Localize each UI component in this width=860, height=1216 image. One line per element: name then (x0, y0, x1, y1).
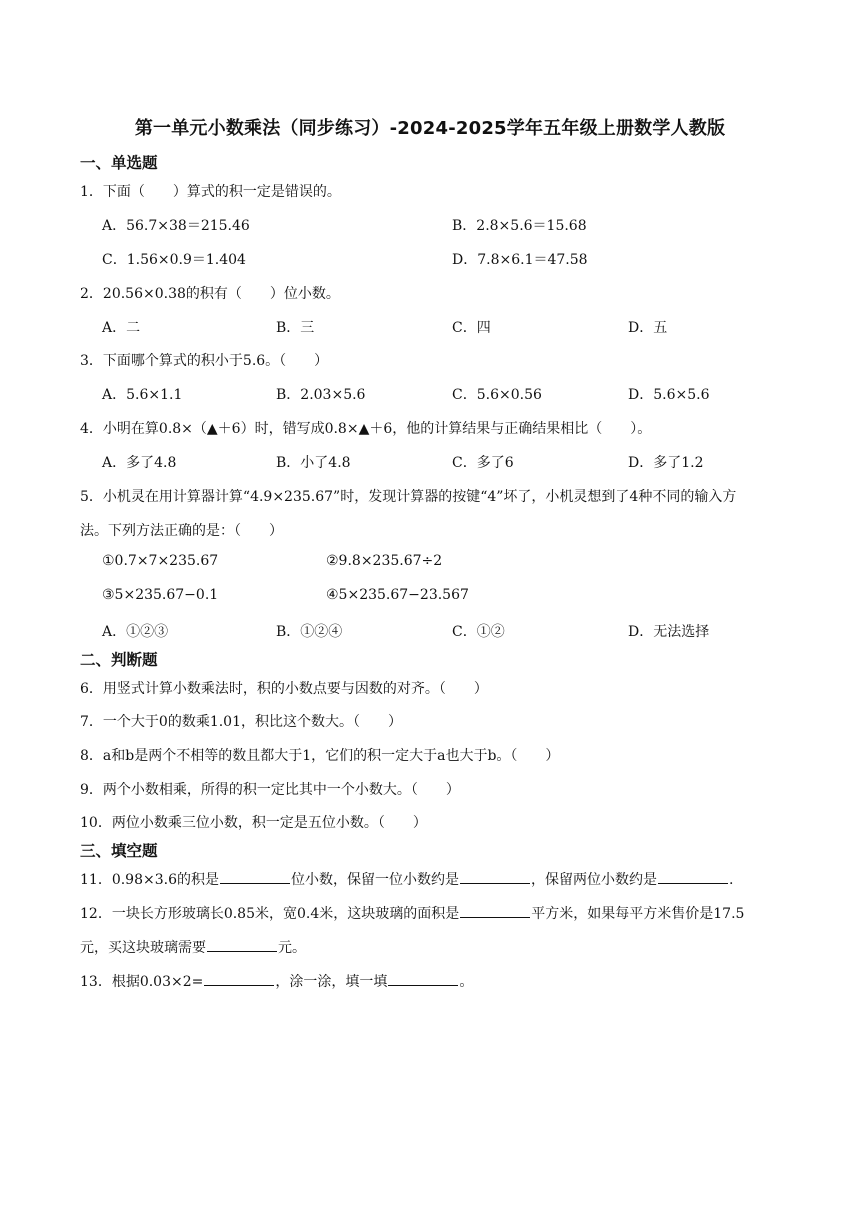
question-5-option-c: C．①② (452, 624, 505, 640)
question-4-option-b: B．小了4.8 (276, 455, 351, 471)
question-5-method-3: ③5×235.67−0.1 (102, 587, 219, 603)
question-3-option-a: A．5.6×1.1 (102, 387, 183, 403)
question-3-option-c: C．5.6×0.56 (452, 387, 542, 403)
question-4-option-d: D．多了1.2 (628, 455, 704, 471)
question-11-text-1: 11．0.98×3.6的积是 (80, 872, 219, 888)
question-11 (80, 869, 733, 889)
question-5-method-4: ④5×235.67−23.567 (326, 587, 469, 603)
question-5-option-a: A．①②③ (102, 624, 169, 640)
question-2-option-b: B．三 (276, 320, 315, 336)
question-13-text-3: 。 (459, 974, 474, 990)
question-12-line-2 (80, 937, 306, 957)
question-5-stem-line-1: 5．小机灵在用计算器计算“4.9×235.67”时，发现计算器的按键“4”坏了，小机灵想到了4种不同的输入方 (80, 489, 737, 505)
section-heading-single-choice: 一、单选题 (80, 154, 158, 172)
question-12-blank-1[interactable] (460, 903, 530, 918)
question-12-line-1 (80, 903, 744, 923)
question-1-option-d: D．7.8×6.1＝47.58 (452, 252, 588, 268)
question-13-text-1: 13．根据0.03×2= (80, 974, 204, 990)
question-5-method-2: ②9.8×235.67÷2 (326, 553, 443, 569)
question-4-option-a: A．多了4.8 (102, 455, 177, 471)
question-1-option-b: B．2.8×5.6＝15.68 (452, 218, 587, 234)
question-4-stem: 4．小明在算0.8×（▲＋6）时，错写成0.8×▲＋6，他的计算结果与正确结果相比（ ）。 (80, 421, 652, 437)
question-11-blank-2[interactable] (460, 869, 530, 884)
question-9: 9．两个小数相乘，所得的积一定比其中一个小数大。（ ） (80, 782, 460, 798)
question-12-text-3: 元，买这块玻璃需要 (80, 940, 206, 956)
section-heading-fill-in: 三、填空题 (80, 842, 158, 860)
section-heading-true-false: 二、判断题 (80, 651, 158, 669)
question-13-blank-1[interactable] (204, 971, 274, 986)
question-1-option-c: C．1.56×0.9＝1.404 (102, 252, 246, 268)
question-2-option-d: D．五 (628, 320, 668, 336)
question-3-stem: 3．下面哪个算式的积小于5.6。（ ） (80, 353, 329, 369)
question-5-stem-line-2: 法。下列方法正确的是：（ ） (80, 523, 283, 539)
question-3-option-d: D．5.6×5.6 (628, 387, 710, 403)
question-3-option-b: B．2.03×5.6 (276, 387, 366, 403)
question-11-text-3: ，保留两位小数约是 (530, 872, 657, 888)
question-7: 7．一个大于0的数乘1.01，积比这个数大。（ ） (80, 714, 402, 730)
question-5-method-1: ①0.7×7×235.67 (102, 553, 219, 569)
question-12-text-4: 元。 (278, 940, 306, 956)
question-13-blank-2[interactable] (388, 971, 458, 986)
question-11-blank-3[interactable] (658, 869, 728, 884)
question-10: 10．两位小数乘三位小数，积一定是五位小数。（ ） (80, 815, 427, 831)
question-4-option-c: C．多了6 (452, 455, 514, 471)
question-12-text-1: 12．一块长方形玻璃长0.85米，宽0.4米，这块玻璃的面积是 (80, 906, 460, 922)
question-12-blank-2[interactable] (207, 937, 277, 952)
question-11-blank-1[interactable] (220, 869, 290, 884)
page-title: 第一单元小数乘法（同步练习）-2024-2025学年五年级上册数学人教版 (134, 118, 726, 139)
question-2-option-c: C．四 (452, 320, 491, 336)
question-2-stem: 2．20.56×0.38的积有（ ）位小数。 (80, 286, 340, 302)
question-12-text-2: 平方米，如果每平方米售价是17.5 (531, 906, 745, 922)
question-8: 8．a和b是两个不相等的数且都大于1，它们的积一定大于a也大于b。（ ） (80, 748, 560, 764)
question-1-stem: 1．下面（ ）算式的积一定是错误的。 (80, 184, 341, 200)
question-11-text-2: 位小数，保留一位小数约是 (290, 872, 459, 888)
question-5-option-d: D．无法选择 (628, 624, 710, 640)
question-5-option-b: B．①②④ (276, 624, 343, 640)
question-1-option-a: A．56.7×38＝215.46 (102, 218, 250, 234)
question-13-text-2: ，涂一涂，填一填 (275, 974, 388, 990)
question-13 (80, 971, 473, 991)
question-11-text-4: . (728, 872, 734, 888)
question-6: 6．用竖式计算小数乘法时，积的小数点要与因数的对齐。（ ） (80, 681, 488, 697)
question-2-option-a: A．二 (102, 320, 141, 336)
